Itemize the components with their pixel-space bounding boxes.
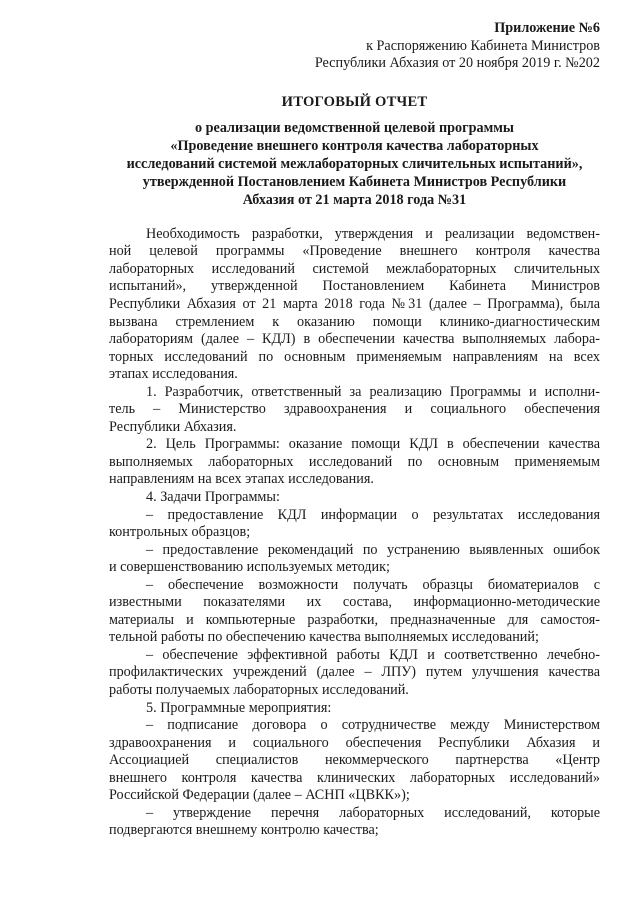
paragraph-p7 bbox=[109, 577, 600, 647]
text-line: – утверждение перечня лабораторных исследований, которые bbox=[146, 804, 600, 821]
paragraph-p6 bbox=[109, 542, 600, 577]
text-line: Республики Абхазия от 21 марта 2018 года №31 (далее – Программа), была bbox=[109, 295, 600, 312]
text-line: здравоохранения и социального обеспечения Республики Абхазия и bbox=[109, 734, 600, 751]
paragraph-p4 bbox=[109, 489, 600, 507]
appendix-title: Приложение №6 bbox=[494, 20, 600, 36]
text-line: 2. Цель Программы: оказание помощи КДЛ в обеспечении качества bbox=[146, 436, 600, 453]
text-line: – предоставление КДЛ информации о результатах исследования bbox=[146, 506, 600, 523]
appendix-line-1: к Распоряжению Кабинета Министров bbox=[366, 37, 600, 54]
text-line: лабораторных исследований системой межлабораторных сличительных bbox=[109, 260, 600, 277]
text-line: 5. Программные мероприятия: bbox=[146, 699, 332, 716]
report-body bbox=[109, 226, 600, 840]
text-line: выполняемых лабораторных исследований по основным применяемым bbox=[109, 453, 600, 470]
text-line: профилактических учреждений (далее – ЛПУ) путем улучшения качества bbox=[109, 664, 600, 681]
text-line: тель – Министерство здравоохранения и социального обеспечения bbox=[109, 401, 600, 418]
subtitle-line: Абхазия от 21 марта 2018 года №31 bbox=[242, 191, 467, 208]
paragraph-p5 bbox=[109, 507, 600, 542]
text-line: – предоставление рекомендаций по устранению выявленных ошибок bbox=[146, 541, 600, 558]
text-line: подвергаются внешнему контролю качества; bbox=[109, 822, 379, 839]
paragraph-p10 bbox=[109, 717, 600, 805]
text-line: 4. Задачи Программы: bbox=[146, 488, 280, 505]
text-line: лабораториям (далее – КДЛ) в обеспечении качества выполняемых лабора- bbox=[109, 331, 600, 348]
text-line: – обеспечение возможности получать образцы биоматериалов с bbox=[146, 576, 600, 593]
paragraph-p11 bbox=[109, 805, 600, 840]
text-line: ной целевой программы «Проведение внешнего контроля качества bbox=[109, 243, 600, 260]
text-line: направлениям на всех этапах исследования. bbox=[109, 471, 374, 488]
text-line: – обеспечение эффективной работы КДЛ и соответственно лечебно- bbox=[146, 646, 600, 663]
text-line: этапах исследования. bbox=[109, 366, 238, 383]
text-line: Необходимость разработки, утверждения и реализации ведомствен- bbox=[146, 225, 600, 242]
paragraph-p1 bbox=[109, 226, 600, 384]
text-line: внешнего контроля качества клинических лабораторных исследований» bbox=[109, 769, 600, 786]
text-line: известными показателями их состава, информационно-методические bbox=[109, 594, 600, 611]
subtitle-line: о реализации ведомственной целевой программы bbox=[195, 119, 514, 136]
text-line: 1. Разработчик, ответственный за реализацию Программы и исполни- bbox=[146, 383, 600, 400]
subtitle-line: утвержденной Постановлением Кабинета Министров Республики bbox=[142, 173, 567, 190]
text-line: контрольных образцов; bbox=[109, 524, 251, 541]
text-line: Российской Федерации (далее – АСНП «ЦВКК»); bbox=[109, 787, 410, 804]
text-line: тельной работы по обеспечению качества выполняемых исследований; bbox=[109, 629, 539, 646]
text-line: Ассоциацией специалистов некоммерческого партнерства «Центр bbox=[109, 752, 600, 769]
report-subtitle bbox=[109, 119, 600, 209]
text-line: торных исследований по основным применяемым направлениям на всех bbox=[109, 348, 600, 365]
text-line: – подписание договора о сотрудничестве между Министерством bbox=[146, 717, 600, 734]
appendix-header bbox=[109, 20, 600, 73]
text-line: работы получаемых лабораторных исследований. bbox=[109, 682, 409, 698]
paragraph-p8 bbox=[109, 647, 600, 700]
paragraph-p9 bbox=[109, 700, 600, 718]
text-line: материалы и компьютерные разработки, предназначенные для самостоя- bbox=[109, 611, 600, 628]
text-line: вызвана стремлением к оказанию помощи клинико-диагностическим bbox=[109, 313, 600, 330]
text-line: Республики Абхазия. bbox=[109, 418, 237, 435]
paragraph-p2 bbox=[109, 384, 600, 437]
paragraph-p3 bbox=[109, 436, 600, 489]
appendix-line-2: Республики Абхазия от 20 ноября 2019 г. №202 bbox=[314, 55, 600, 72]
text-line: и совершенствованию используемых методик; bbox=[109, 559, 390, 576]
subtitle-line: «Проведение внешнего контроля качества лабораторных bbox=[170, 137, 539, 154]
text-line: испытаний», утвержденной Постановлением Кабинета Министров bbox=[109, 278, 600, 295]
subtitle-line: исследований системой межлабораторных сличительных испытаний», bbox=[126, 155, 583, 172]
report-title: ИТОГОВЫЙ ОТЧЕТ bbox=[281, 93, 428, 110]
